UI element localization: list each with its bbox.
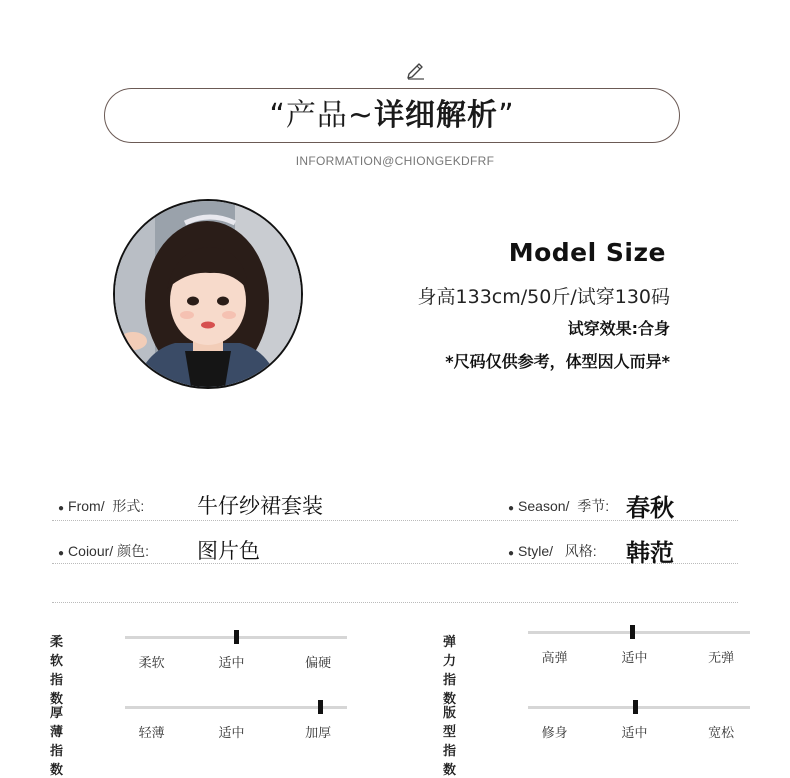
pen-icon (405, 58, 427, 80)
info-subtitle: INFORMATION@CHIONGEKDFRF (295, 154, 495, 168)
title-bold: 详细解析 (374, 98, 499, 133)
form-label (58, 496, 144, 516)
divider (52, 520, 738, 521)
fit-scale-title: 版型指数 (443, 706, 457, 778)
fit-scale-marker (633, 700, 638, 714)
fit-scale-option: 修身 (541, 726, 568, 741)
fit-scale-option: 适中 (621, 726, 648, 741)
style-label (508, 541, 597, 561)
colour-label-cn: 颜色: (117, 543, 149, 559)
model-size-title: Model Size (508, 238, 666, 267)
size-note: *尺码仅供参考，体型因人而异* (445, 352, 670, 371)
bullet-icon: ● (508, 548, 515, 559)
colour-label (58, 541, 149, 561)
season-label-en: Season/ (518, 498, 570, 514)
model-measurements: 身高133cm/50斤/试穿130码 (417, 286, 670, 308)
bullet-icon: ● (58, 548, 65, 559)
elasticity-scale-option: 高弹 (541, 651, 568, 666)
softness-scale-title: 柔软指数 (50, 635, 64, 707)
fit-scale-option: 宽松 (708, 726, 735, 741)
thickness-scale-marker (318, 700, 323, 714)
divider (52, 563, 738, 564)
softness-scale-option: 柔软 (138, 656, 165, 671)
softness-scale-option: 适中 (218, 656, 245, 671)
thickness-scale-option: 适中 (218, 726, 245, 741)
elasticity-scale-marker (630, 625, 635, 639)
thickness-scale-option: 加厚 (305, 726, 332, 741)
season-label (508, 496, 609, 516)
form-label-en: From/ (68, 498, 105, 514)
page-title (104, 90, 680, 142)
season-label-cn: 季节: (577, 498, 610, 514)
form-label-cn: 形式: (112, 498, 145, 514)
style-value: 韩范 (626, 539, 674, 567)
style-label-en: Style/ (518, 543, 554, 559)
fit-effect: 试穿效果:合身 (567, 319, 670, 338)
form-value: 牛仔纱裙套装 (197, 494, 323, 518)
title-open: “产品~ (269, 98, 375, 133)
title-close: ” (498, 98, 515, 133)
softness-scale-option: 偏硬 (305, 656, 332, 671)
thickness-scale-title: 厚薄指数 (50, 706, 64, 778)
thickness-scale-option: 轻薄 (138, 726, 165, 741)
bullet-icon: ● (508, 503, 515, 514)
colour-value: 图片色 (197, 539, 260, 563)
elasticity-scale-title: 弹力指数 (443, 635, 457, 707)
fit-scale-track (528, 706, 750, 709)
colour-label-en: Coiour/ (68, 543, 114, 559)
elasticity-scale-track (528, 631, 750, 634)
thickness-scale-track (125, 706, 347, 709)
style-label-cn: 风格: (564, 543, 597, 559)
model-photo (113, 199, 303, 389)
bullet-icon: ● (58, 503, 65, 514)
season-value: 春秋 (626, 494, 674, 522)
softness-scale-marker (234, 630, 239, 644)
divider (52, 602, 738, 603)
elasticity-scale-option: 适中 (621, 651, 648, 666)
elasticity-scale-option: 无弹 (708, 651, 735, 666)
